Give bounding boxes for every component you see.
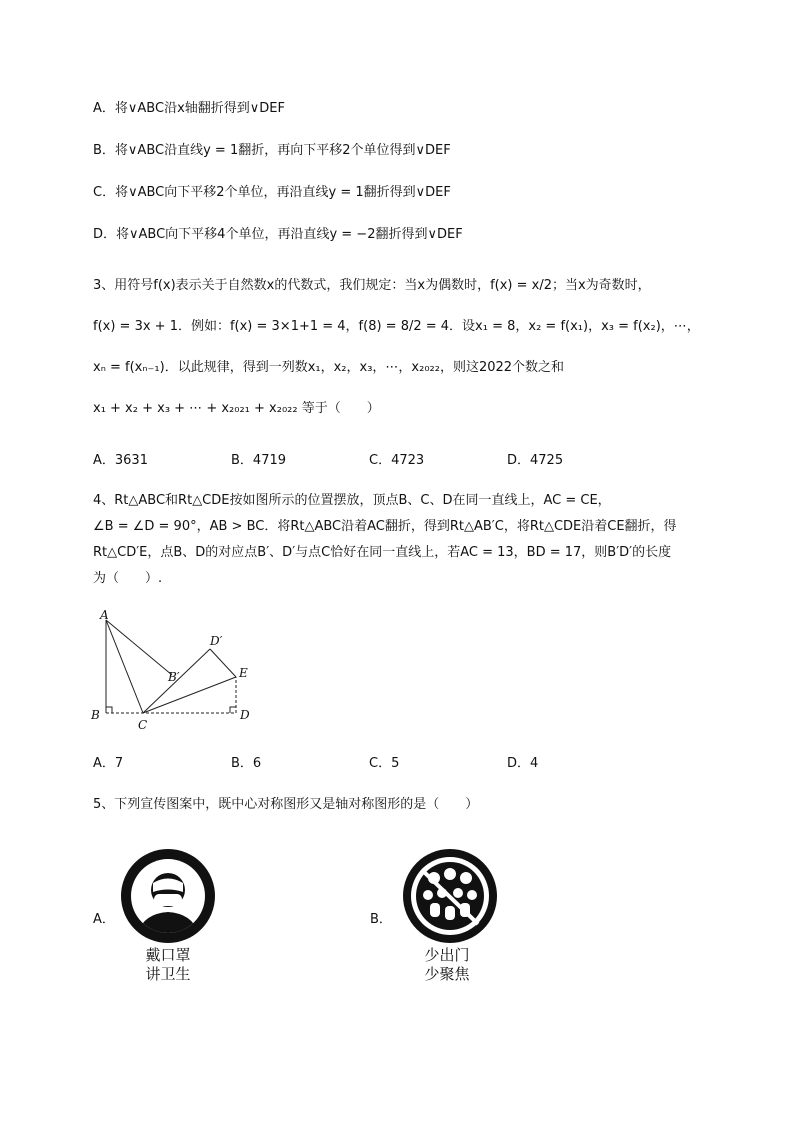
crowd-poster-icon	[400, 848, 500, 948]
crowd-poster-caption-line2: 少聚焦	[424, 965, 470, 983]
crowd-poster-caption	[402, 946, 492, 984]
q3-option-c: C．4723	[369, 453, 425, 468]
mask-poster-caption-line1: 戴口罩	[145, 946, 191, 964]
segment-ab-prime	[106, 620, 172, 675]
segment-ac	[106, 620, 143, 713]
label-b-prime: B′	[168, 670, 180, 684]
q3-stem-line2: f(x) = 3x + 1．例如：f(x) = 3×1+1 = 4，f(8) = 8/2 = 4．设x₁ = 8，x₂ = f(x₁)，x₃ = f(x₂)，⋯，	[93, 319, 700, 334]
q3-option-b: B．4719	[231, 453, 287, 468]
mask-poster-caption-line2: 讲卫生	[145, 965, 191, 983]
q3-option-d: D．4725	[507, 453, 564, 468]
q3-options	[93, 451, 693, 471]
q4-geometry-figure	[88, 605, 263, 735]
q2-option-b: B．将∨ABC沿直线y = 1翻折，再向下平移2个单位得到∨DEF	[93, 143, 451, 158]
q4-stem-line2: ∠B = ∠D = 90°，AB > BC．将Rt△ABC沿着AC翻折，得到Rt△AB′C，将Rt△CDE沿着CE翻折，得	[93, 519, 677, 534]
q3-stem-line4: x₁ + x₂ + x₃ + ⋯ + x₂₀₂₁ + x₂₀₂₂ 等于（ ）	[93, 401, 380, 416]
q4-option-c: C．5	[369, 756, 400, 771]
label-d: D	[240, 708, 250, 722]
q3-stem-line3: xₙ = f(xₙ₋₁)．以此规律，得到一列数x₁，x₂，x₃，⋯，x₂₀₂₂，则这2022个数之和	[93, 360, 565, 375]
q3-stem-line1: 3、用符号f(x)表示关于自然数x的代数式，我们规定：当x为偶数时，f(x) = x/2；当x为奇数时，	[93, 278, 651, 293]
segment-d-prime-e	[210, 649, 236, 677]
label-e: E	[239, 666, 248, 680]
q4-option-a: A．7	[93, 756, 124, 771]
q5-option-b-letter: B．	[370, 912, 392, 927]
q4-option-d: D．4	[507, 756, 539, 771]
q2-option-a: A．将∨ABC沿x轴翻折得到∨DEF	[93, 101, 285, 116]
q4-stem-line1: 4、Rt△ABC和Rt△CDE按如图所示的位置摆放，顶点B、C、D在同一直线上，AC = CE，	[93, 493, 611, 508]
q4-option-b: B．6	[231, 756, 262, 771]
right-angle-b	[106, 707, 112, 713]
label-a: A	[100, 608, 109, 622]
q2-option-c: C．将∨ABC向下平移2个单位，再沿直线y = 1翻折得到∨DEF	[93, 185, 451, 200]
segment-ce	[143, 677, 236, 713]
q3-option-a: A．3631	[93, 453, 148, 468]
mask-poster-caption	[123, 946, 213, 984]
label-b: B	[91, 708, 100, 722]
q5-option-a-letter: A．	[93, 912, 115, 927]
q2-option-d: D．将∨ABC向下平移4个单位，再沿直线y = −2翻折得到∨DEF	[93, 227, 463, 242]
right-angle-d	[230, 707, 236, 713]
crowd-poster-caption-line1: 少出门	[424, 946, 470, 964]
q5-stem: 5、下列宣传图案中，既中心对称图形又是轴对称图形的是（ ）	[93, 797, 479, 812]
q4-options	[93, 754, 693, 774]
label-d-prime: D′	[210, 634, 223, 648]
label-c: C	[138, 718, 148, 732]
q4-stem-line3: Rt△CD′E，点B、D的对应点B′、D′与点C恰好在同一直线上，若AC = 13，BD = 17，则B′D′的长度	[93, 545, 672, 560]
mask-poster-icon	[118, 848, 218, 948]
q4-stem-line4: 为（ ）.	[93, 571, 163, 586]
